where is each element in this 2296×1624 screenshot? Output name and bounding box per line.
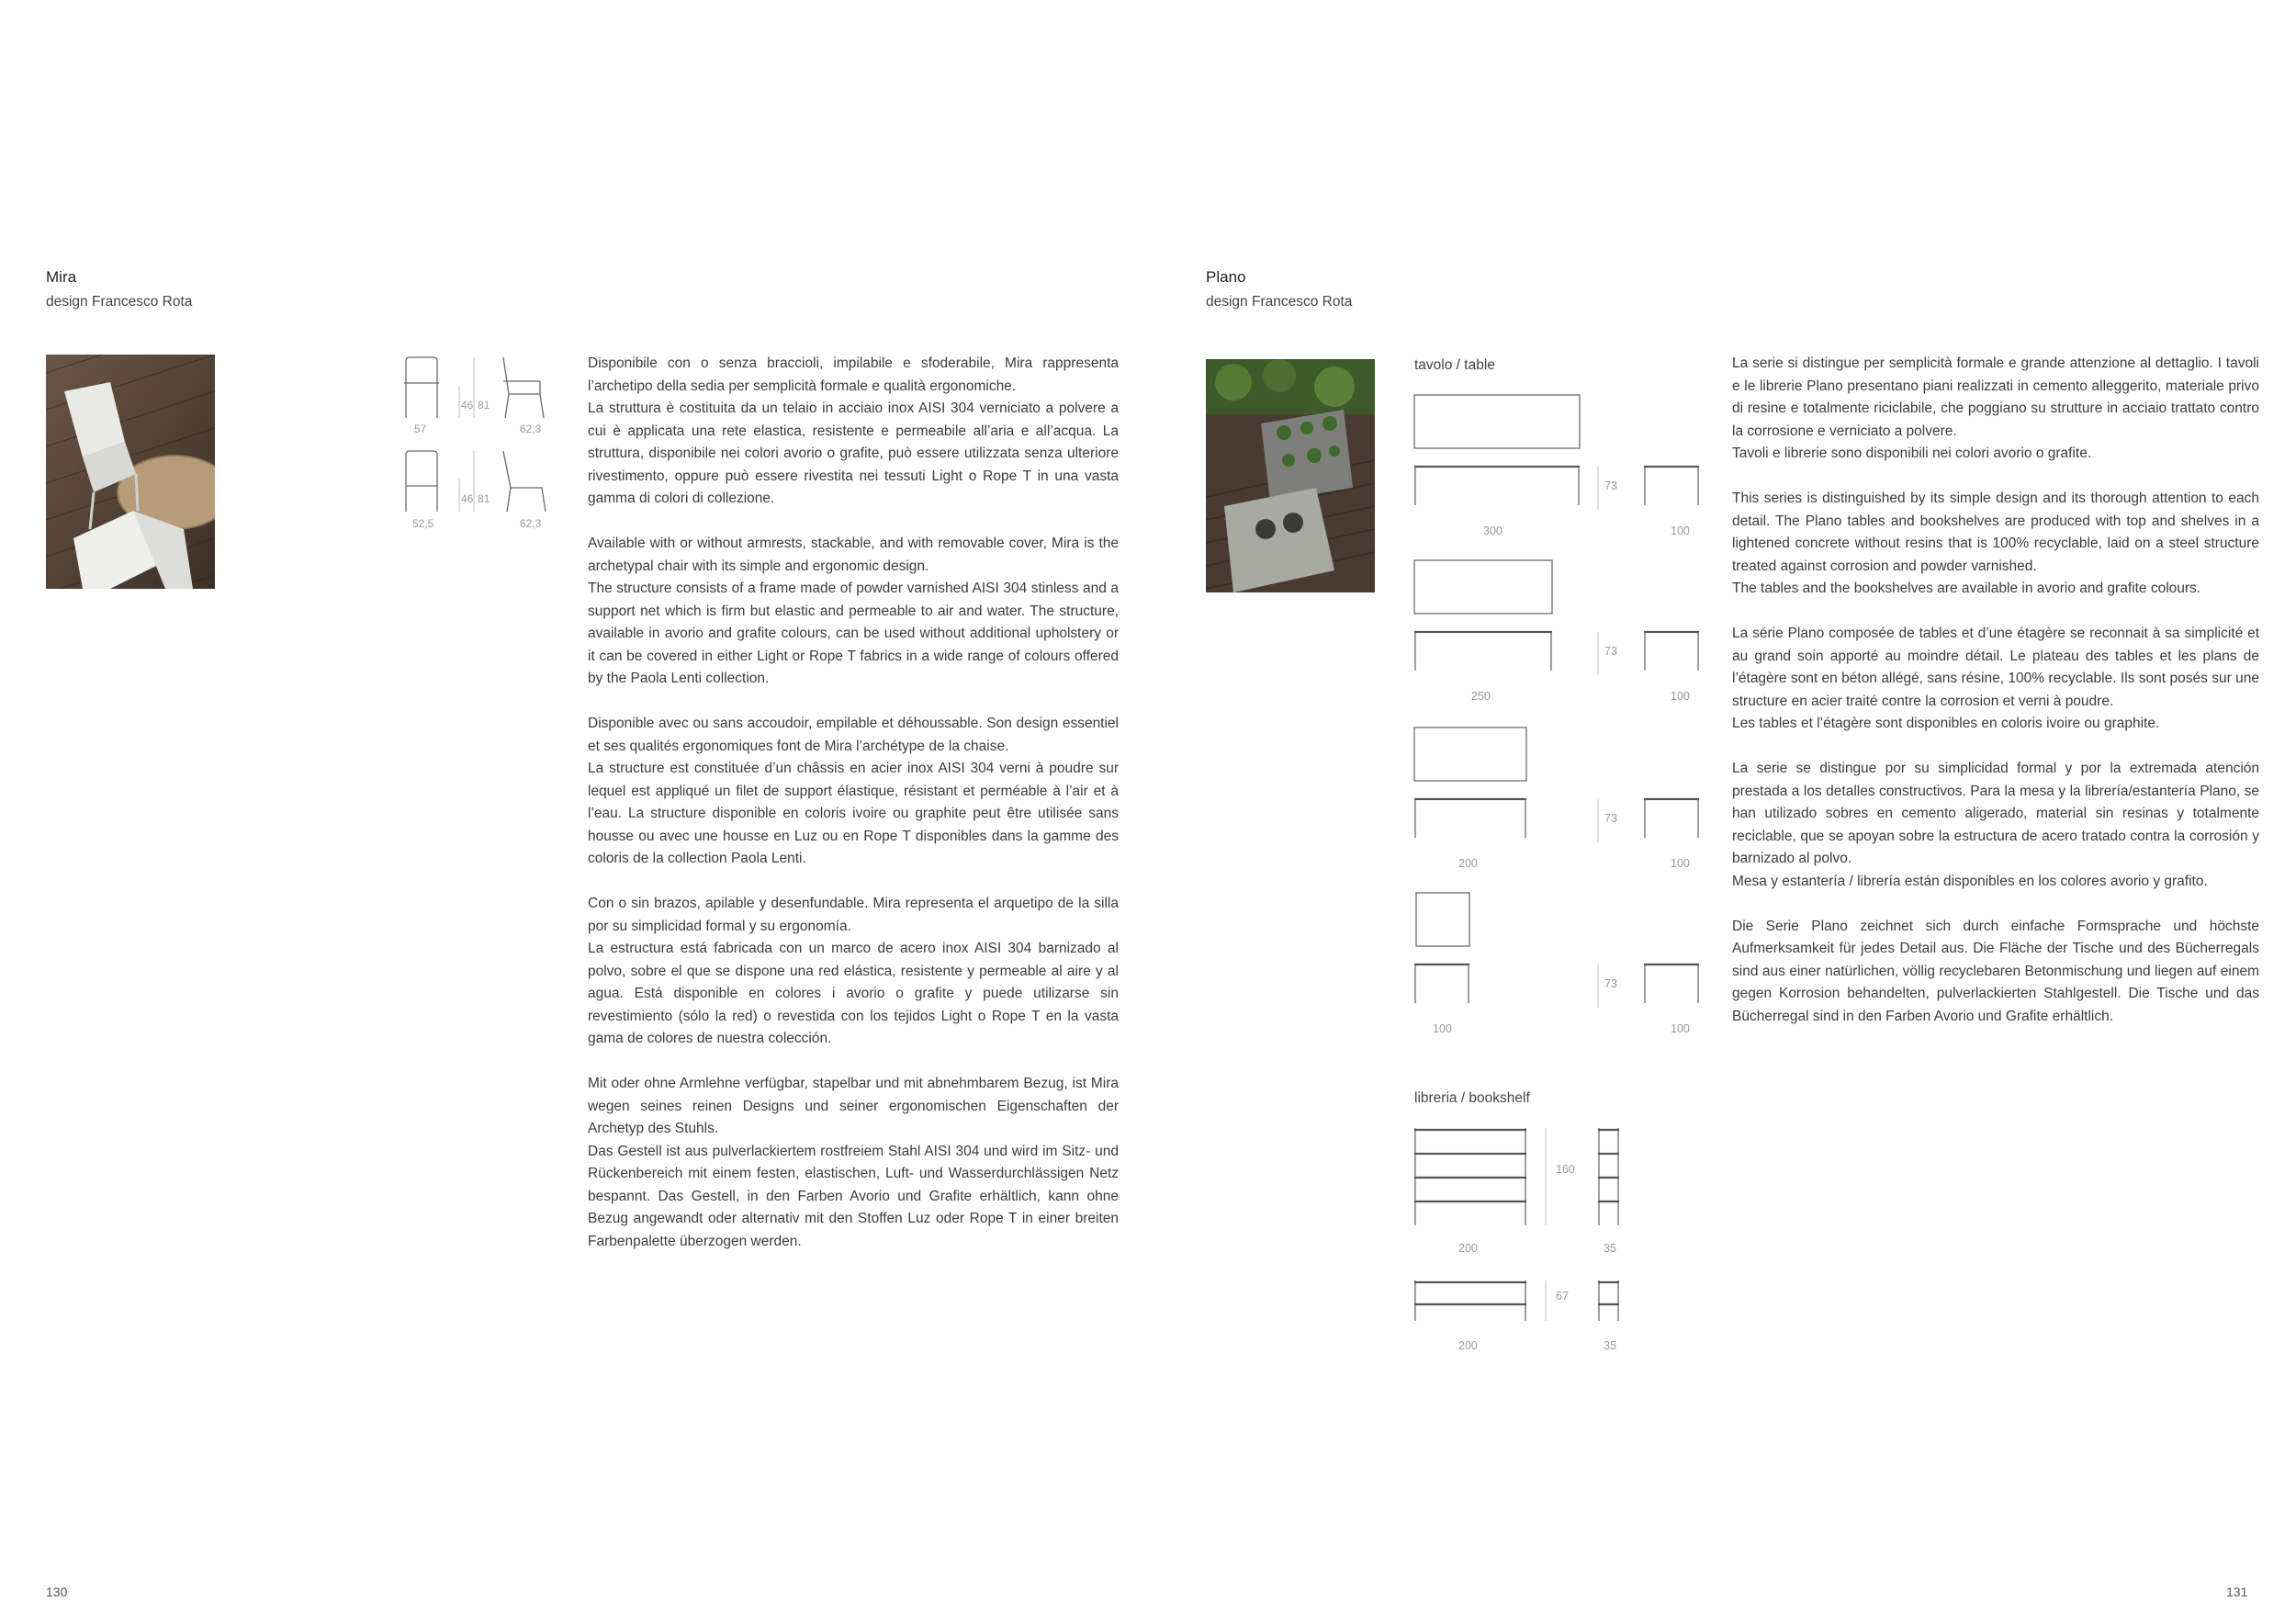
bookshelf-section-label: libreria / bookshelf bbox=[1414, 1090, 1530, 1106]
table-1-depth: 100 bbox=[1671, 524, 1690, 537]
plano-photo bbox=[1206, 359, 1375, 592]
mira-text-french: Disponible avec ou sans accoudoir, empilable et déhoussable. Son design essentiel et ses qualités ergonomiques font de Mira l’archétype de la chaise. La structure est constituée d’un châssis en acier inox AISI 304 verni à poudre sur lequel est appliqué un filet de support élastique, résistant et perméable à l’air et à l’eau. La structure disponible en coloris ivoire ou graphite peut être utilisée sans housse ou avec une housse en Luz ou en Rope T disponibles dans la gamme des coloris de la collection Paola Lenti. bbox=[588, 716, 1119, 866]
plano-text-german: Die Serie Plano zeichnet sich durch einfache Formsprache und höchste Aufmerksamkeit für jedes Detail aus. Die Fläche der Tische und des Bücherregals sind aus einer natürlichen, völlig recyclebaren Betonmischung und liegen auf einem gegen Korrosion behandelten, pulverlackierten Stahlgestell. Die Tische und das Bücherregal sind in den Farben Avorio und Grafite erhältlich. bbox=[1732, 918, 2259, 1024]
table-2-length: 250 bbox=[1471, 690, 1491, 703]
table-200-side-view bbox=[1644, 799, 1699, 838]
table-3-depth: 100 bbox=[1671, 857, 1690, 870]
table-4-length: 100 bbox=[1433, 1022, 1452, 1035]
dim-depth-2: 52,5 bbox=[412, 517, 434, 530]
mira-photo bbox=[46, 355, 215, 589]
table-2-depth: 100 bbox=[1671, 690, 1690, 703]
mira-description bbox=[588, 353, 1119, 1276]
bookshelf-2-length: 200 bbox=[1458, 1339, 1478, 1352]
page-number-left: 130 bbox=[46, 1585, 68, 1599]
page-number-right: 131 bbox=[2226, 1585, 2248, 1599]
table-4-depth: 100 bbox=[1671, 1022, 1690, 1035]
table-2-height: 73 bbox=[1604, 645, 1617, 658]
table-100-front-view bbox=[1414, 964, 1469, 1003]
mira-text-english: Available with or without armrests, stackable, and with removable cover, Mira is the archetypal chair with its simple and ergonomic design. The structure consists of a frame made of powder varnished AISI 304 stinless and a support net which is firm but elastic and permeable to air and water. The structure, available in avorio and grafite colours, can be used without additional upholstery or it can be covered in either Light or Rope T fabrics in a wide range of colours offered by the Paola Lenti collection. bbox=[588, 536, 1119, 686]
chair-front-view-2 bbox=[406, 451, 437, 512]
table-300-front-view bbox=[1414, 467, 1580, 505]
table-3-length: 200 bbox=[1458, 857, 1478, 870]
product-title-plano: Plano bbox=[1206, 268, 1246, 286]
plano-bookshelf-drawings bbox=[1414, 1128, 1635, 1330]
bookshelf-2-depth: 35 bbox=[1604, 1339, 1616, 1352]
designer-credit: design Francesco Rota bbox=[46, 294, 193, 310]
table-3-height: 73 bbox=[1604, 812, 1617, 825]
mira-drawings bbox=[395, 354, 560, 537]
table-section-label: tavolo / table bbox=[1414, 357, 1495, 373]
table-100-side-view bbox=[1644, 964, 1699, 1003]
plano-text-french: La série Plano composée de tables et d’une étagère se reconnait à sa simplicité et au grand soin apporté au moindre détail. Le plateau des tables et les plans de l’étagère sont en béton allégé, sans résine, 100% recyclable. Ils sont posés sur une structure en acier traité contre la corrosion et verni à poudre. Les tables et l’étagère sont disponibles en coloris ivoire ou graphite. bbox=[1732, 626, 2259, 731]
chair-front-view-1 bbox=[404, 357, 439, 418]
plano-text-spanish: La serie se distingue por su simplicidad formal y por la extremada atención prestada a los detalles constructivos. Para la mesa y la librería/estantería Plano, se han utilizado sobres en cemento aligerado, material sin resinas y totalmente reciclable, que se apoyan sobre la estructura de acero tratado contra la corrosión y barnizado al polvo. Mesa y estantería / librería están disponibles en los colores avorio y grafito. bbox=[1732, 761, 2259, 889]
mira-text-italian: Disponibile con o senza braccioli, impilabile e sfoderabile, Mira rappresenta l’archetipo della sedia per semplicità formale e qualità ergonomiche. La struttura è costituita da un telaio in acciaio inox AISI 304 verniciato a polvere a cui è applicata una rete elastica, resistente e permeabile all’aria e all’acqua. La struttura, disponibile nei colori avorio o grafite, può essere utilizzata senza ulteriore rivestimento, oppure può essere rivestita nei tessuti Light o Rope T in una vasta gamma di colori di collezione. bbox=[588, 355, 1119, 506]
dim-height-2: 81 bbox=[478, 492, 490, 505]
chair-side-view-2 bbox=[503, 451, 546, 512]
table-200-front-view bbox=[1414, 799, 1526, 838]
table-300-side-view bbox=[1644, 467, 1699, 505]
plano-text-english: This series is distinguished by its simple design and its thorough attention to each detail. The Plano tables and bookshelves are produced with top and shelves in a lightened concrete without resins that is 100% recyclable, laid on a steel structure treated against corrosion and powder varnished. The tables and the bookshelves are available in avorio and grafite colours. bbox=[1732, 491, 2259, 596]
table-4-height: 73 bbox=[1604, 977, 1617, 990]
designer-credit: design Francesco Rota bbox=[1206, 294, 1353, 310]
right-page bbox=[1148, 0, 2296, 1624]
bookshelf-1-depth: 35 bbox=[1604, 1242, 1616, 1255]
dim-seat-height-2: 46 bbox=[461, 492, 474, 505]
table-250-front-view bbox=[1414, 632, 1552, 671]
bookshelf-67-side-view bbox=[1598, 1280, 1619, 1321]
bookshelf-1-length: 200 bbox=[1458, 1242, 1478, 1255]
dim-width-2: 62,3 bbox=[520, 517, 542, 530]
table-100-top-view bbox=[1416, 893, 1469, 946]
table-200-top-view bbox=[1414, 727, 1526, 781]
bookshelf-160-front-view bbox=[1414, 1128, 1526, 1225]
table-1-height: 73 bbox=[1604, 479, 1617, 492]
mira-photo-illustration bbox=[46, 355, 215, 589]
plano-description bbox=[1732, 353, 2259, 1051]
bookshelf-1-height: 160 bbox=[1556, 1163, 1575, 1176]
table-250-side-view bbox=[1644, 632, 1699, 671]
dim-seat-height-1: 46 bbox=[461, 399, 474, 412]
bookshelf-67-front-view bbox=[1414, 1280, 1526, 1321]
mira-text-german: Mit oder ohne Armlehne verfügbar, stapelbar und mit abnehmbarem Bezug, ist Mira wegen seines reinen Designs und seiner ergonomischen Eigenschaften der Archetyp des Stuhls. Das Gestell ist aus pulverlackiertem rostfreiem Stahl AISI 304 und wird im Sitz- und Rückenbereich mit einem festen, elastischen, Luft- und Wasserdurchlässigen Netz bespannt. Das Gestell, in den Farben Avorio und Grafite erhältlich, kann ohne Bezug angewandt oder alternativ mit den Stoffen Luz oder Rope T in einer breiten Farbenpalette überzogen werden. bbox=[588, 1076, 1119, 1249]
plano-text-italian: La serie si distingue per semplicità formale e grande attenzione al dettaglio. I tavoli e le librerie Plano presentano piani realizzati in cemento alleggerito, materiale privo di resine e totalmente riciclabile, che poggiano su strutture in acciaio trattato contro la corrosione e verniciato a polvere. Tavoli e librerie sono disponibili nei colori avorio o grafite. bbox=[1732, 355, 2259, 461]
dim-width-1: 62,3 bbox=[520, 423, 542, 435]
table-300-top-view bbox=[1414, 395, 1580, 448]
dim-depth-1: 57 bbox=[414, 423, 427, 435]
plano-table-drawings bbox=[1414, 395, 1745, 1056]
bookshelf-2-height: 67 bbox=[1556, 1290, 1569, 1303]
plano-photo-illustration bbox=[1206, 359, 1375, 592]
mira-text-spanish: Con o sin brazos, apilable y desenfundable. Mira representa el arquetipo de la silla por su simplicidad formal y su ergonomía. La estructura está fabricada con un marco de acero inox AISI 304 barnizado al polvo, sobre el que se dispone una red elástica, resistente y permeable al aire y al agua. Está disponible en colores i avorio o grafite y puede utilizarse sin revestimiento (sólo la red) o revestida con los tejidos Light o Rope T en la vasta gama de colores de nuestra colección. bbox=[588, 896, 1119, 1046]
table-250-top-view bbox=[1414, 560, 1552, 614]
chair-side-view-1 bbox=[503, 357, 544, 418]
table-1-length: 300 bbox=[1483, 524, 1503, 537]
bookshelf-160-side-view bbox=[1598, 1128, 1619, 1225]
dim-height-1: 81 bbox=[478, 399, 490, 412]
product-title-mira: Mira bbox=[46, 268, 77, 286]
